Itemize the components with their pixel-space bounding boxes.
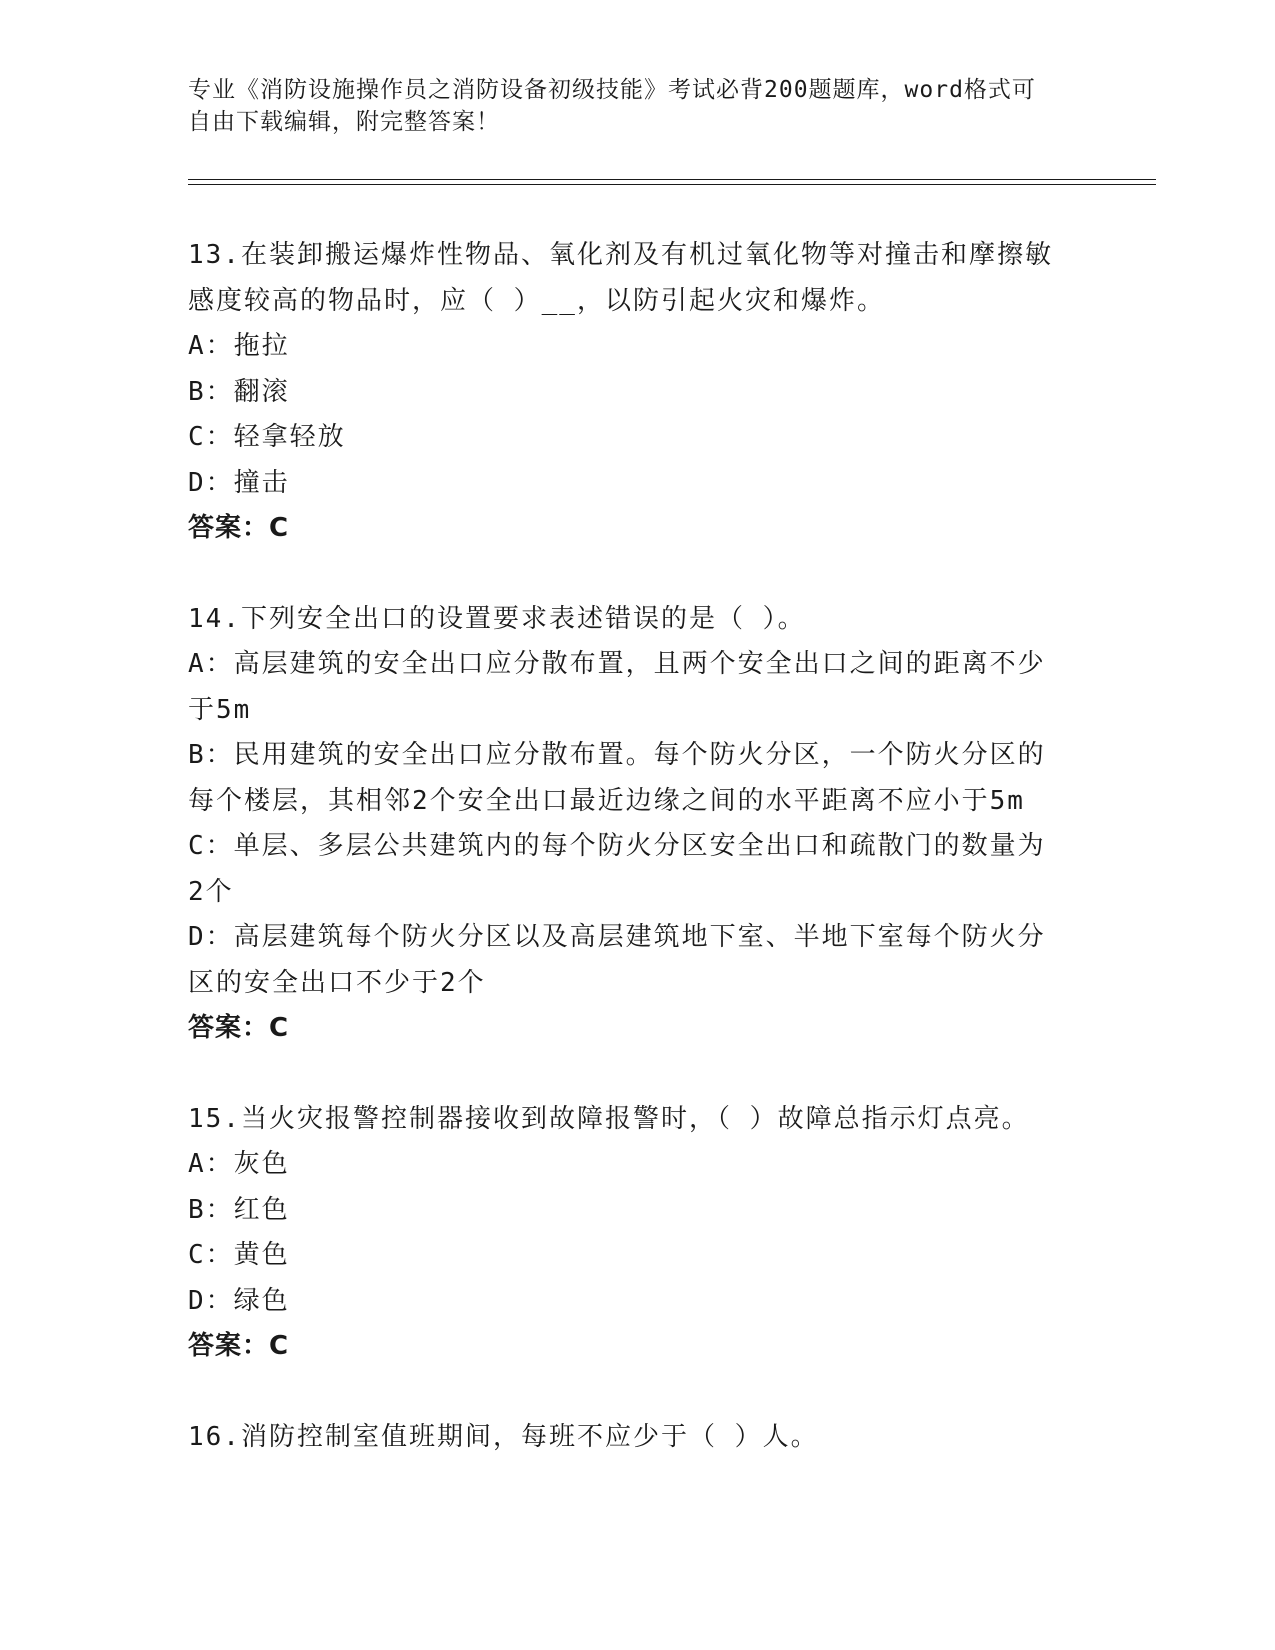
answer-line: 答案：C [188,513,290,543]
question-stem-line: 13.在装卸搬运爆炸性物品、氧化剂及有机过氧化物等对撞击和摩擦敏 [188,240,1053,270]
question-15 [188,1097,1088,1370]
question-14 [188,597,1088,1052]
option-c-continued: 2个 [188,876,234,907]
option-c: C：单层、多层公共建筑内的每个防火分区安全出口和疏散门的数量为 [188,831,1046,861]
option-c: C：轻拿轻放 [188,422,346,452]
option-d: D：绿色 [188,1285,290,1316]
question-stem-line: 感度较高的物品时，应（ ）__，以防引起火灾和爆炸。 [188,285,885,316]
header-line-2: 自由下载编辑，附完整答案！ [188,109,500,135]
option-d: D：撞击 [188,467,290,498]
option-b: B：翻滚 [188,376,290,407]
option-b: B：民用建筑的安全出口应分散布置。每个防火分区，一个防火分区的 [188,740,1046,770]
question-13 [188,233,1088,552]
option-a: A：灰色 [188,1149,290,1179]
option-a: A：高层建筑的安全出口应分散布置，且两个安全出口之间的距离不少 [188,649,1046,679]
question-stem-line: 16.消防控制室值班期间，每班不应少于（ ）人。 [188,1421,819,1452]
question-list [188,233,1088,1505]
option-a-continued: 于5m [188,694,252,725]
header-line-1: 专业《消防设施操作员之消防设备初级技能》考试必背200题题库，word格式可 [188,77,1036,103]
option-b: B：红色 [188,1194,290,1225]
option-d: D：高层建筑每个防火分区以及高层建筑地下室、半地下室每个防火分 [188,922,1046,952]
option-a: A：拖拉 [188,331,290,361]
question-16 [188,1415,1088,1461]
question-stem-line: 15.当火灾报警控制器接收到故障报警时，（ ）故障总指示灯点亮。 [188,1103,1030,1134]
answer-line: 答案：C [188,1331,290,1361]
answer-line: 答案：C [188,1013,290,1043]
header-divider-top [188,179,1156,180]
option-c: C：黄色 [188,1240,290,1270]
document-header [188,74,1068,138]
header-divider-bottom [188,184,1156,185]
question-stem-line: 14.下列安全出口的设置要求表述错误的是（ ）。 [188,603,806,634]
option-d-continued: 区的安全出口不少于2个 [188,967,486,998]
option-b-continued: 每个楼层，其相邻2个安全出口最近边缘之间的水平距离不应小于5m [188,785,1025,816]
